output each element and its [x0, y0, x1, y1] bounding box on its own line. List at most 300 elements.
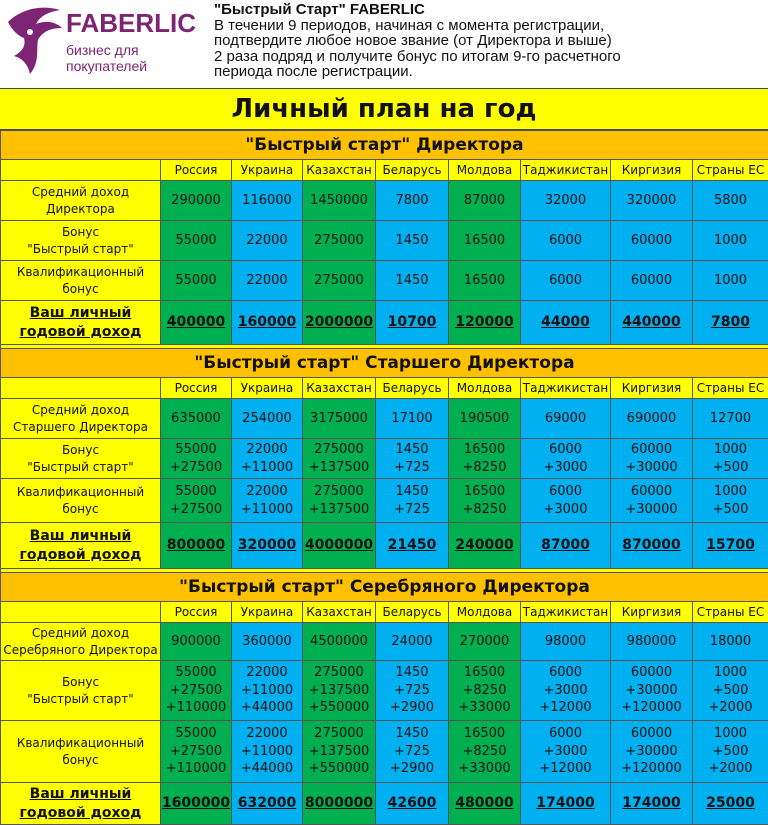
cell-line: +27500 — [161, 501, 231, 519]
empty-corner-cell — [1, 602, 161, 623]
cell-line: 275000 — [303, 232, 375, 250]
cell-line: 32000 — [521, 192, 610, 210]
total-value: 440000 — [611, 301, 693, 345]
cell-line: 1450 — [376, 664, 448, 682]
value-cell — [303, 623, 376, 661]
cell-line: +44000 — [232, 760, 302, 778]
cell-line: 1450 — [376, 483, 448, 501]
cell-line: +27500 — [161, 743, 231, 761]
value-cell — [376, 181, 449, 221]
value-cell — [611, 479, 693, 523]
value-cell — [232, 399, 303, 439]
cell-line: Ваш личный — [1, 304, 160, 323]
cell-line: +137500 — [303, 743, 375, 761]
value-cell — [693, 439, 768, 479]
cell-line: +44000 — [232, 699, 302, 717]
empty-corner-cell — [1, 160, 161, 181]
value-cell — [161, 221, 232, 261]
value-cell — [303, 221, 376, 261]
cell-line: 24000 — [376, 633, 448, 651]
section-header-row — [1, 349, 768, 378]
cell-line: +550000 — [303, 699, 375, 717]
cell-line: +12000 — [521, 699, 610, 717]
empty-corner-cell — [1, 378, 161, 399]
value-cell — [449, 399, 521, 439]
value-cell — [232, 479, 303, 523]
brand-tagline: бизнес для покупателей — [66, 42, 210, 74]
total-value: 44000 — [521, 301, 611, 345]
value-cell — [232, 439, 303, 479]
country-header: Киргизия — [611, 160, 693, 181]
country-header: Молдова — [449, 378, 521, 399]
value-cell — [303, 181, 376, 221]
section-header-row — [1, 131, 768, 160]
value-cell — [376, 623, 449, 661]
total-value: 15700 — [693, 523, 768, 569]
faberlic-logo — [0, 0, 210, 88]
total-value: 320000 — [232, 523, 303, 569]
value-cell — [232, 261, 303, 301]
value-cell — [303, 479, 376, 523]
total-row — [1, 523, 768, 569]
section-title: "Быстрый старт" Директора — [1, 131, 768, 160]
total-value: 4000000 — [303, 523, 376, 569]
cell-line: бонус — [1, 281, 160, 297]
country-header: Беларусь — [376, 602, 449, 623]
cell-line: 275000 — [303, 272, 375, 290]
cell-line: 275000 — [303, 441, 375, 459]
value-cell — [161, 623, 232, 661]
cell-line: 55000 — [161, 272, 231, 290]
cell-line: +3000 — [521, 743, 610, 761]
cell-line: +725 — [376, 682, 448, 700]
country-header: Таджикистан — [521, 378, 611, 399]
cell-line: "Быстрый старт" — [1, 459, 160, 475]
cell-line: 55000 — [161, 483, 231, 501]
value-cell — [611, 261, 693, 301]
cell-line: 3175000 — [303, 410, 375, 428]
total-value: 400000 — [161, 301, 232, 345]
cell-line: 1000 — [693, 483, 768, 501]
country-header: Страны ЕС — [693, 160, 768, 181]
cell-line: +500 — [693, 501, 768, 519]
cell-line: годовой доход — [1, 804, 160, 823]
value-cell — [693, 261, 768, 301]
value-cell — [449, 439, 521, 479]
country-header: Киргизия — [611, 602, 693, 623]
value-cell — [521, 261, 611, 301]
total-label — [1, 301, 161, 345]
cell-line: 22000 — [232, 725, 302, 743]
value-cell — [449, 623, 521, 661]
cell-line: 22000 — [232, 272, 302, 290]
cell-line: Ваш личный — [1, 785, 160, 804]
row-label — [1, 721, 161, 783]
value-cell — [611, 399, 693, 439]
page-header — [0, 0, 768, 88]
country-header: Казахстан — [303, 378, 376, 399]
cell-line: 275000 — [303, 664, 375, 682]
section-title: "Быстрый старт" Старшего Директора — [1, 349, 768, 378]
cell-line: 1450 — [376, 725, 448, 743]
intro-title: "Быстрый Старт" FABERLIC — [214, 2, 766, 18]
cell-line: +27500 — [161, 682, 231, 700]
value-cell — [611, 439, 693, 479]
value-cell — [611, 181, 693, 221]
cell-line: 320000 — [611, 192, 692, 210]
country-header: Страны ЕС — [693, 602, 768, 623]
value-cell — [303, 399, 376, 439]
cell-line: +2900 — [376, 699, 448, 717]
cell-line: +30000 — [611, 743, 692, 761]
cell-line: 116000 — [232, 192, 302, 210]
value-cell — [376, 399, 449, 439]
cell-line: +2000 — [693, 760, 768, 778]
value-cell — [376, 439, 449, 479]
value-cell — [161, 399, 232, 439]
total-value: 632000 — [232, 783, 303, 825]
cell-line: 98000 — [521, 633, 610, 651]
cell-line: 900000 — [161, 633, 231, 651]
cell-line: Старшего Директора — [1, 419, 160, 435]
value-cell — [611, 721, 693, 783]
total-value: 21450 — [376, 523, 449, 569]
country-header: Беларусь — [376, 378, 449, 399]
value-cell — [303, 261, 376, 301]
cell-line: Бонус — [1, 442, 160, 458]
cell-line: 18000 — [693, 633, 768, 651]
country-header: Казахстан — [303, 602, 376, 623]
cell-line: 1000 — [693, 441, 768, 459]
country-header: Страны ЕС — [693, 378, 768, 399]
table-row — [1, 261, 768, 301]
cell-line: +3000 — [521, 682, 610, 700]
cell-line: 69000 — [521, 410, 610, 428]
brand-name: FABERLIC — [66, 8, 196, 39]
cell-line: +725 — [376, 743, 448, 761]
total-value: 10700 — [376, 301, 449, 345]
table-row — [1, 721, 768, 783]
table-row — [1, 439, 768, 479]
total-value: 120000 — [449, 301, 521, 345]
row-label — [1, 221, 161, 261]
total-row — [1, 783, 768, 825]
value-cell — [449, 181, 521, 221]
cell-line: 6000 — [521, 272, 610, 290]
cell-line: 1000 — [693, 232, 768, 250]
value-cell — [521, 181, 611, 221]
cell-line: 6000 — [521, 725, 610, 743]
cell-line: 60000 — [611, 483, 692, 501]
cell-line: +2000 — [693, 699, 768, 717]
cell-line: 690000 — [611, 410, 692, 428]
cell-line: +12000 — [521, 760, 610, 778]
cell-line: 5800 — [693, 192, 768, 210]
cell-line: годовой доход — [1, 546, 160, 565]
cell-line: +110000 — [161, 699, 231, 717]
value-cell — [303, 661, 376, 721]
country-header-row — [1, 378, 768, 399]
cell-line: 60000 — [611, 232, 692, 250]
value-cell — [161, 261, 232, 301]
row-label — [1, 623, 161, 661]
cell-line: +8250 — [449, 682, 520, 700]
cell-line: 22000 — [232, 441, 302, 459]
value-cell — [161, 721, 232, 783]
value-cell — [376, 721, 449, 783]
value-cell — [521, 721, 611, 783]
value-cell — [611, 661, 693, 721]
value-cell — [232, 623, 303, 661]
value-cell — [232, 221, 303, 261]
value-cell — [376, 221, 449, 261]
value-cell — [693, 479, 768, 523]
cell-line: 22000 — [232, 232, 302, 250]
cell-line: +2900 — [376, 760, 448, 778]
country-header: Украина — [232, 378, 303, 399]
total-value: 160000 — [232, 301, 303, 345]
cell-line: +725 — [376, 501, 448, 519]
cell-line: +110000 — [161, 760, 231, 778]
value-cell — [232, 181, 303, 221]
cell-line: +3000 — [521, 459, 610, 477]
total-value: 8000000 — [303, 783, 376, 825]
country-header: Казахстан — [303, 160, 376, 181]
table-row — [1, 399, 768, 439]
cell-line: 60000 — [611, 441, 692, 459]
country-header: Россия — [161, 602, 232, 623]
table-row — [1, 479, 768, 523]
value-cell — [521, 439, 611, 479]
value-cell — [449, 221, 521, 261]
value-cell — [611, 623, 693, 661]
value-cell — [161, 439, 232, 479]
cell-line: 55000 — [161, 232, 231, 250]
cell-line: 16500 — [449, 725, 520, 743]
total-label — [1, 523, 161, 569]
intro-line: В течении 9 периодов, начиная с момента регистрации, — [214, 18, 766, 34]
page-title: Личный план на год — [0, 88, 768, 130]
row-label — [1, 399, 161, 439]
value-cell — [161, 661, 232, 721]
intro-text — [214, 2, 766, 80]
value-cell — [303, 721, 376, 783]
intro-line: периода после регистрации. — [214, 64, 766, 80]
value-cell — [521, 221, 611, 261]
total-value: 174000 — [521, 783, 611, 825]
cell-line: +11000 — [232, 459, 302, 477]
row-label — [1, 261, 161, 301]
cell-line: 16500 — [449, 272, 520, 290]
cell-line: 16500 — [449, 664, 520, 682]
cell-line: +120000 — [611, 760, 692, 778]
total-value: 1600000 — [161, 783, 232, 825]
table-row — [1, 181, 768, 221]
cell-line: "Быстрый старт" — [1, 241, 160, 257]
cell-line: +33000 — [449, 699, 520, 717]
cell-line: +11000 — [232, 682, 302, 700]
cell-line: 1000 — [693, 664, 768, 682]
country-header-row — [1, 602, 768, 623]
total-value: 25000 — [693, 783, 768, 825]
country-header: Таджикистан — [521, 160, 611, 181]
total-value: 174000 — [611, 783, 693, 825]
country-header: Таджикистан — [521, 602, 611, 623]
table-row — [1, 661, 768, 721]
cell-line: +11000 — [232, 743, 302, 761]
country-header: Киргизия — [611, 378, 693, 399]
value-cell — [232, 721, 303, 783]
cell-line: Серебряного Директора — [1, 642, 160, 658]
cell-line: +8250 — [449, 501, 520, 519]
cell-line: 55000 — [161, 664, 231, 682]
value-cell — [693, 623, 768, 661]
cell-line: 290000 — [161, 192, 231, 210]
cell-line: 17100 — [376, 410, 448, 428]
cell-line: 635000 — [161, 410, 231, 428]
cell-line: бонус — [1, 501, 160, 517]
cell-line: 6000 — [521, 441, 610, 459]
cell-line: Средний доход — [1, 625, 160, 641]
section-title: "Быстрый старт" Серебряного Директора — [1, 573, 768, 602]
cell-line: Средний доход — [1, 184, 160, 200]
cell-line: +137500 — [303, 682, 375, 700]
cell-line: 60000 — [611, 725, 692, 743]
cell-line: 275000 — [303, 725, 375, 743]
cell-line: 55000 — [161, 725, 231, 743]
value-cell — [693, 721, 768, 783]
value-cell — [376, 261, 449, 301]
table-row — [1, 221, 768, 261]
cell-line: 60000 — [611, 664, 692, 682]
cell-line: +27500 — [161, 459, 231, 477]
cell-line: 16500 — [449, 441, 520, 459]
value-cell — [161, 181, 232, 221]
total-row — [1, 301, 768, 345]
cell-line: Бонус — [1, 674, 160, 690]
value-cell — [449, 721, 521, 783]
cell-line: +33000 — [449, 760, 520, 778]
phoenix-bird-icon — [0, 0, 66, 88]
country-header: Беларусь — [376, 160, 449, 181]
value-cell — [232, 661, 303, 721]
cell-line: 270000 — [449, 633, 520, 651]
value-cell — [521, 399, 611, 439]
cell-line: 16500 — [449, 232, 520, 250]
cell-line: 60000 — [611, 272, 692, 290]
cell-line: 6000 — [521, 232, 610, 250]
cell-line: +30000 — [611, 459, 692, 477]
cell-line: 22000 — [232, 483, 302, 501]
cell-line: +120000 — [611, 699, 692, 717]
cell-line: 1450 — [376, 441, 448, 459]
cell-line: Средний доход — [1, 402, 160, 418]
cell-line: 4500000 — [303, 633, 375, 651]
value-cell — [376, 479, 449, 523]
value-cell — [449, 479, 521, 523]
cell-line: Квалификационный — [1, 484, 160, 500]
cell-line: 12700 — [693, 410, 768, 428]
cell-line: 980000 — [611, 633, 692, 651]
cell-line: +8250 — [449, 743, 520, 761]
cell-line: +137500 — [303, 459, 375, 477]
cell-line: Бонус — [1, 224, 160, 240]
value-cell — [611, 221, 693, 261]
cell-line: годовой доход — [1, 323, 160, 342]
cell-line: +30000 — [611, 682, 692, 700]
row-label — [1, 479, 161, 523]
country-header: Молдова — [449, 602, 521, 623]
country-header: Украина — [232, 602, 303, 623]
value-cell — [449, 661, 521, 721]
value-cell — [521, 479, 611, 523]
cell-line: +11000 — [232, 501, 302, 519]
value-cell — [693, 181, 768, 221]
value-cell — [376, 661, 449, 721]
cell-line: Квалификационный — [1, 264, 160, 280]
cell-line: +137500 — [303, 501, 375, 519]
row-label — [1, 661, 161, 721]
row-label — [1, 181, 161, 221]
income-plan-table — [0, 130, 768, 825]
cell-line: 190500 — [449, 410, 520, 428]
section-header-row — [1, 573, 768, 602]
cell-line: Квалификационный — [1, 735, 160, 751]
cell-line: 254000 — [232, 410, 302, 428]
cell-line: 7800 — [376, 192, 448, 210]
cell-line: 16500 — [449, 483, 520, 501]
cell-line: Директора — [1, 201, 160, 217]
cell-line: 1000 — [693, 272, 768, 290]
total-value: 870000 — [611, 523, 693, 569]
country-header: Россия — [161, 378, 232, 399]
country-header: Молдова — [449, 160, 521, 181]
total-value: 480000 — [449, 783, 521, 825]
total-value: 2000000 — [303, 301, 376, 345]
cell-line: Ваш личный — [1, 527, 160, 546]
value-cell — [693, 221, 768, 261]
cell-line: +500 — [693, 743, 768, 761]
cell-line: бонус — [1, 752, 160, 768]
total-label — [1, 783, 161, 825]
cell-line: 87000 — [449, 192, 520, 210]
cell-line: +8250 — [449, 459, 520, 477]
value-cell — [449, 261, 521, 301]
cell-line: +500 — [693, 682, 768, 700]
cell-line: 22000 — [232, 664, 302, 682]
cell-line: 1450000 — [303, 192, 375, 210]
cell-line: +500 — [693, 459, 768, 477]
total-value: 240000 — [449, 523, 521, 569]
value-cell — [693, 399, 768, 439]
table-row — [1, 623, 768, 661]
cell-line: 55000 — [161, 441, 231, 459]
cell-line: 1450 — [376, 232, 448, 250]
country-header: Россия — [161, 160, 232, 181]
cell-line: +725 — [376, 459, 448, 477]
cell-line: +30000 — [611, 501, 692, 519]
cell-line: 275000 — [303, 483, 375, 501]
cell-line: 6000 — [521, 483, 610, 501]
row-label — [1, 439, 161, 479]
value-cell — [521, 661, 611, 721]
cell-line: +550000 — [303, 760, 375, 778]
country-header: Украина — [232, 160, 303, 181]
value-cell — [521, 623, 611, 661]
cell-line: 1000 — [693, 725, 768, 743]
cell-line: 1450 — [376, 272, 448, 290]
total-value: 800000 — [161, 523, 232, 569]
